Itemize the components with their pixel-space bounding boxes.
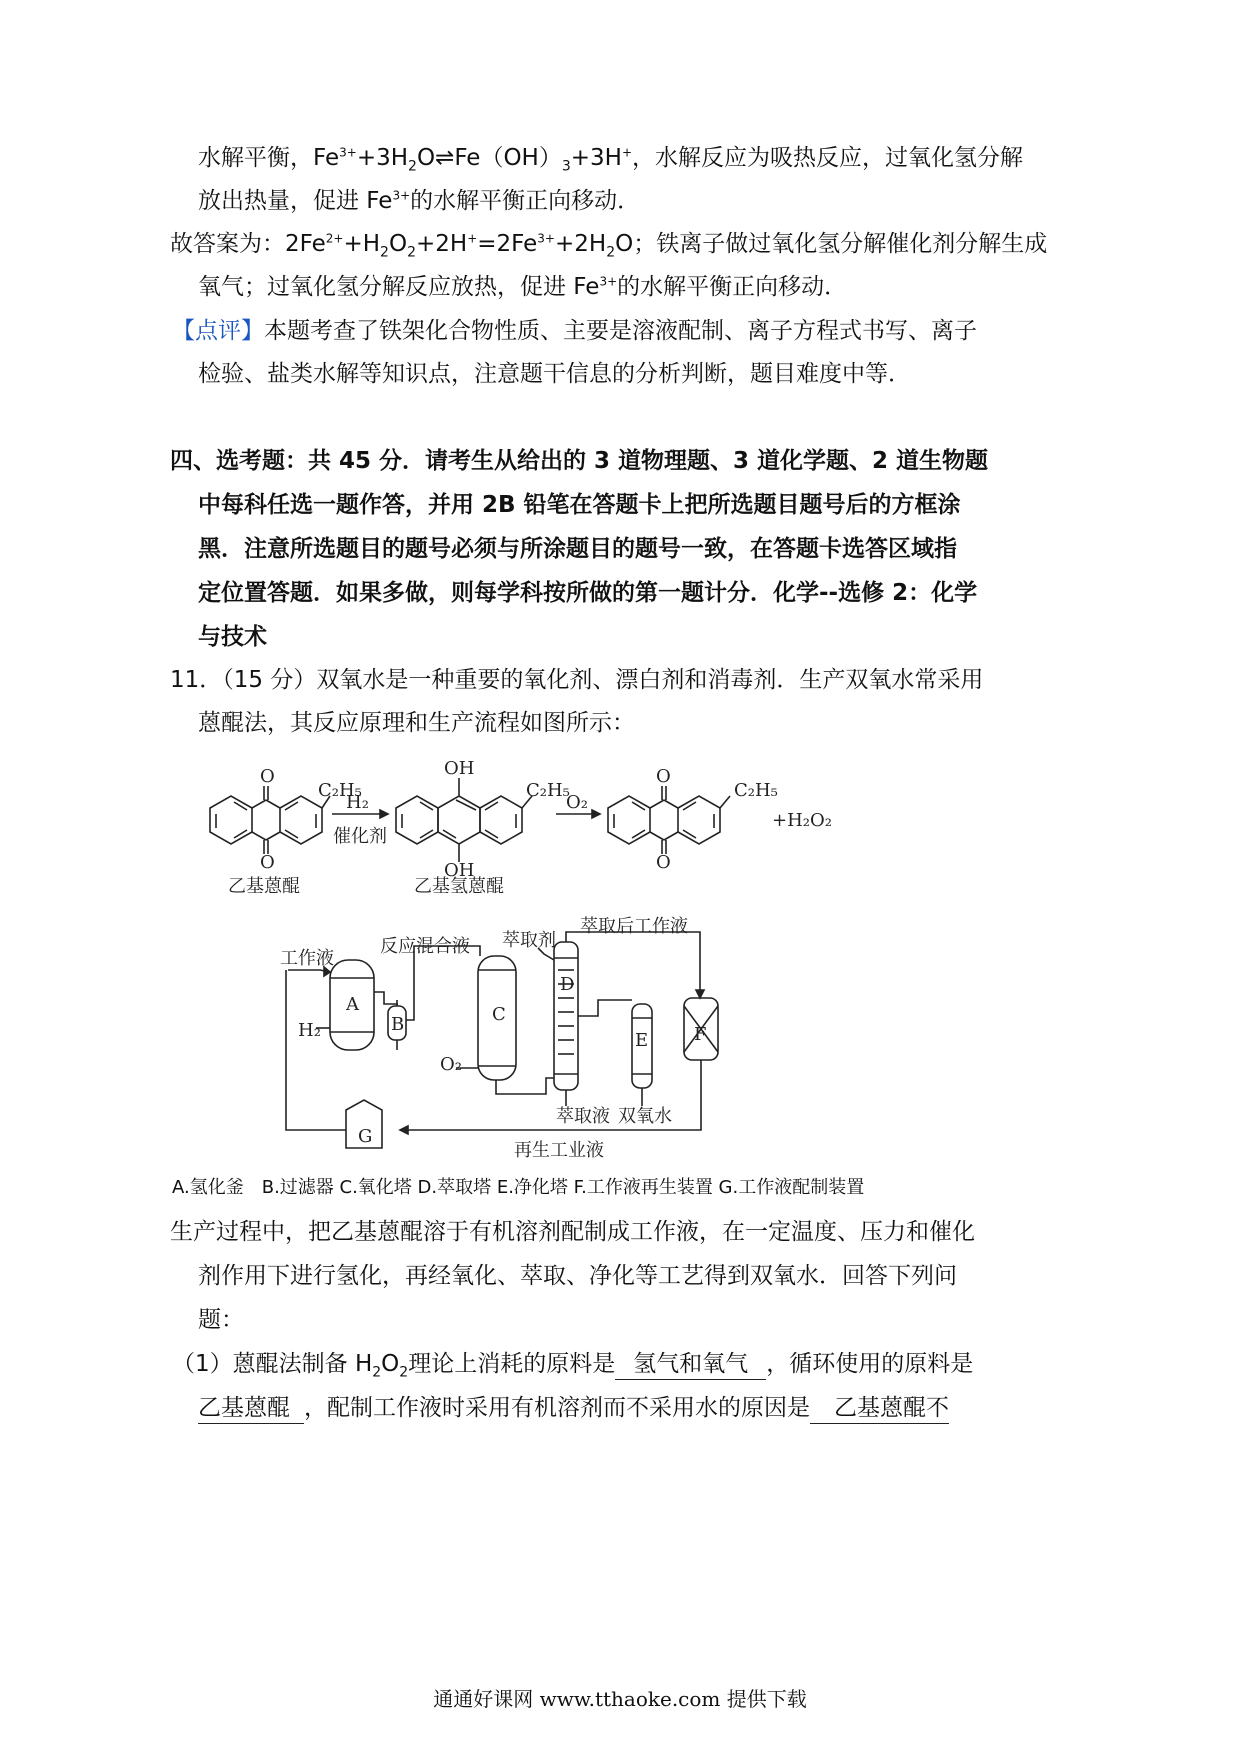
after-extraction-label: 萃取后工作液 <box>580 916 688 937</box>
section-heading-5: 与技术 <box>198 624 267 650</box>
h2-label: H₂ <box>298 1020 321 1041</box>
superscript: 3+ <box>339 145 357 160</box>
answer-blank: 乙基蒽醌 <box>198 1393 304 1424</box>
mixture-label: 反应混合液 <box>380 936 470 957</box>
text: O <box>388 231 408 257</box>
unit-f-label: F <box>694 1024 707 1045</box>
oxo-label: O <box>656 766 671 787</box>
text: 故答案为：2Fe <box>170 231 326 257</box>
subquestion-1-line-1 <box>172 1349 973 1380</box>
text: +H <box>343 231 381 257</box>
text: ，配制工作液时采用有机溶剂而不采用水的原因是 <box>304 1395 810 1421</box>
superscript: + <box>621 145 633 160</box>
process-flow-diagram <box>280 910 840 1160</box>
reaction-scheme <box>200 752 860 902</box>
h2o2-product-label: +H₂O₂ <box>772 810 832 831</box>
subscript: 2 <box>380 244 389 261</box>
comment-line-2 <box>198 359 911 389</box>
o2-reagent-label: O₂ <box>566 792 588 813</box>
hydroxy-label: OH <box>444 758 475 779</box>
text: 的水解平衡正向移动． <box>617 274 848 300</box>
superscript: 3+ <box>392 188 411 203</box>
answer-line-2 <box>198 186 640 216</box>
answer-blank: 乙基蒽醌不 <box>810 1393 949 1424</box>
unit-c-label: C <box>492 1004 506 1025</box>
subscript: 2 <box>372 1364 382 1381</box>
process-line-3: 题： <box>198 1307 244 1333</box>
working-liquid-label: 工作液 <box>280 948 334 969</box>
section-heading-1: 四、选考题：共 45 分．请考生从给出的 3 道物理题、3 道化学题、2 道生物题 <box>170 448 989 474</box>
text: 放出热量，促进 Fe <box>198 188 393 214</box>
text: ，水解反应为吸热反应，过氧化氢分解 <box>632 145 1024 171</box>
subscript: 2 <box>399 1364 409 1381</box>
text: O；铁离子做过氧化氢分解催化剂分解生成 <box>615 231 1048 257</box>
o2-label: O₂ <box>440 1054 462 1075</box>
comment-text: 检验、盐类水解等知识点，注意题干信息的分析判断，题目难度中等． <box>198 361 911 387</box>
superscript: 2+ <box>325 231 344 246</box>
page-footer: 通通好课网 www.tthaoke.com 提供下载 <box>433 1687 807 1711</box>
oxo-label: O <box>656 852 671 873</box>
unit-e-label: E <box>635 1030 649 1051</box>
oxo-label: O <box>260 766 275 787</box>
text: +2H <box>555 231 607 257</box>
text: +2H <box>416 231 468 257</box>
text: +3H <box>570 145 622 171</box>
extract-liquid-label: 萃取液 <box>556 1106 610 1127</box>
comment-line-1 <box>172 316 977 346</box>
ethyl-label: C₂H₅ <box>318 780 362 801</box>
ethylanthraquinone-label: 乙基蒽醌 <box>228 876 300 897</box>
comment-tag: 【点评】 <box>172 318 264 344</box>
text: 水解平衡，Fe <box>198 145 340 171</box>
text: O⇌Fe（OH） <box>416 145 562 171</box>
process-line-1: 生产过程中，把乙基蒽醌溶于有机溶剂配制成工作液，在一定温度、压力和催化 <box>170 1219 975 1245</box>
subscript: 2 <box>407 244 416 261</box>
superscript: 3+ <box>537 231 555 246</box>
equipment-legend: A.氢化釜 B.过滤器 C.氧化塔 D.萃取塔 E.净化塔 F.工作液再生装置 G.工作液配制装置 <box>172 1177 865 1198</box>
process-line-2: 剂作用下进行氢化，再经氧化、萃取、净化等工艺得到双氧水．回答下列问 <box>198 1263 957 1289</box>
subquestion-1-line-2 <box>198 1393 949 1424</box>
unit-b-label: B <box>391 1014 405 1035</box>
ethylhydroanthraquinone-label: 乙基氢蒽醌 <box>414 876 504 897</box>
text: =2Fe <box>477 231 538 257</box>
catalyst-label: 催化剂 <box>333 826 387 847</box>
text: +3H <box>356 145 409 171</box>
ethyl-label: C₂H₅ <box>734 780 778 801</box>
section-heading-2: 中每科任选一题作答，并用 2B 铅笔在答题卡上把所选题目题号后的方框涂 <box>198 492 961 518</box>
text: O <box>381 1351 400 1377</box>
answer-line-4 <box>198 272 847 302</box>
superscript: 3+ <box>599 274 618 289</box>
text: ，循环使用的原料是 <box>766 1351 974 1377</box>
section-heading-3: 黑．注意所选题目的题号必须与所涂题目的题号一致，在答题卡选答区域指 <box>198 536 957 562</box>
regenerated-liquid-label: 再生工业液 <box>514 1140 604 1160</box>
answer-blank: 氢气和氧气 <box>615 1349 766 1380</box>
subscript: 2 <box>408 158 417 175</box>
unit-g-label: G <box>358 1126 373 1147</box>
subscript: 3 <box>561 158 571 175</box>
comment-text: 本题考查了铁架化合物性质、主要是溶液配制、离子方程式书写、离子 <box>264 318 977 344</box>
extraction-tower <box>554 942 578 1090</box>
text: （1）蒽醌法制备 H <box>172 1351 373 1377</box>
question-line-1: 11．（15 分）双氧水是一种重要的氧化剂、漂白剂和消毒剂．生产双氧水常采用 <box>170 667 984 693</box>
ethyl-label: C₂H₅ <box>526 780 570 801</box>
oxo-label: O <box>260 852 275 873</box>
unit-d-label: D <box>560 974 575 995</box>
extractant-label: 萃取剂 <box>502 930 556 951</box>
superscript: + <box>467 231 478 246</box>
subscript: 2 <box>606 244 616 261</box>
answer-line-1 <box>198 143 1023 173</box>
section-heading-4: 定位置答题．如果多做，则每学科按所做的第一题计分．化学--选修 2：化学 <box>198 580 978 606</box>
h2-reagent-label: H₂ <box>346 792 369 813</box>
text: 氧气；过氧化氢分解反应放热，促进 Fe <box>198 274 600 300</box>
hydrogen-peroxide-label: 双氧水 <box>618 1106 672 1127</box>
hydroxy-label: OH <box>444 860 475 881</box>
text: 理论上消耗的原料是 <box>408 1351 616 1377</box>
question-line-2: 蒽醌法，其反应原理和生产流程如图所示： <box>198 710 635 736</box>
answer-line-3 <box>170 229 1047 259</box>
text: 的水解平衡正向移动． <box>410 188 641 214</box>
unit-a-label: A <box>346 994 359 1015</box>
